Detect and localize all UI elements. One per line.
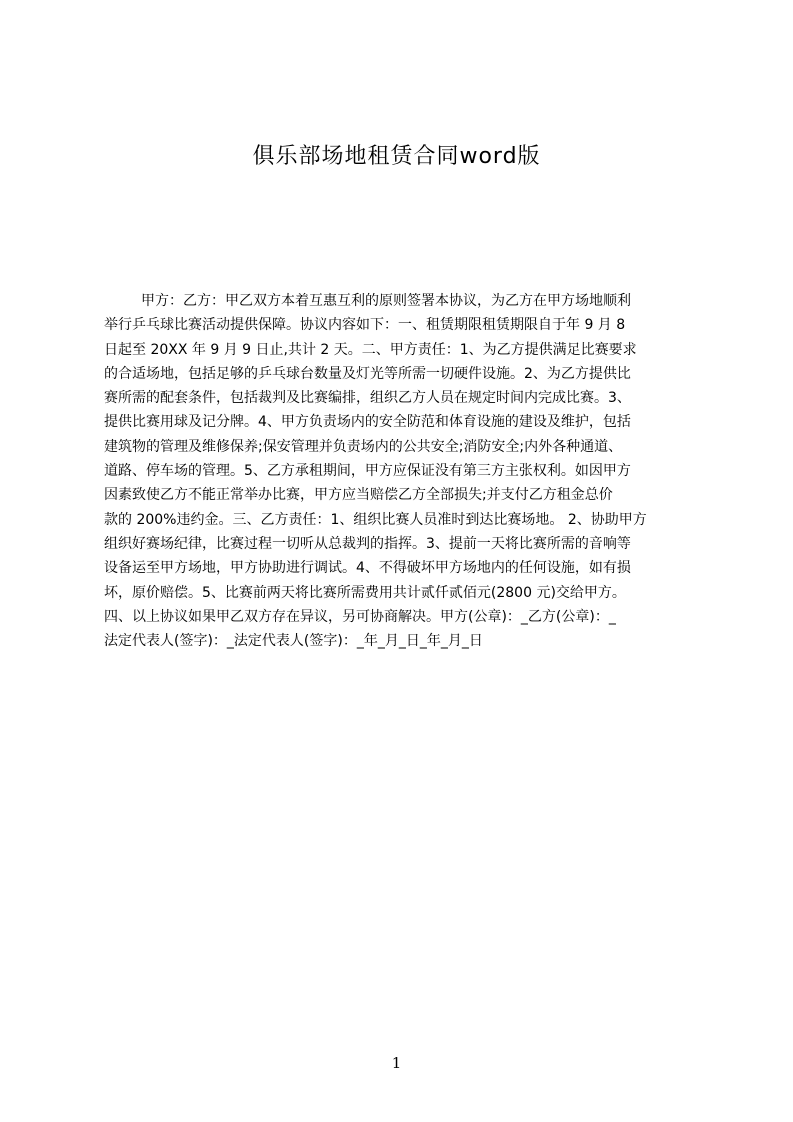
body-line: 因素致使乙方不能正常举办比赛，甲方应当赔偿乙方全部损失;并支付乙方租金总价	[104, 487, 613, 504]
body-line: 设备运至甲方场地，甲方协助进行调试。4、不得破坏甲方场地内的任何设施，如有损	[104, 560, 631, 577]
contract-body	[104, 289, 696, 653]
body-line: 举行乒乓球比赛活动提供保障。协议内容如下：一、租赁期限租赁期限自于年 9 月 8	[104, 317, 626, 334]
body-line: 的合适场地，包括足够的乒乓球台数量及灯光等所需一切硬件设施。2、为乙方提供比	[104, 365, 631, 382]
body-line: 四、以上协议如果甲乙双方存在异议，另可协商解决。甲方(公章)：_乙方(公章)：_	[104, 608, 616, 625]
body-line: 赛所需的配套条件，包括裁判及比赛编排，组织乙方人员在规定时间内完成比赛。3、	[104, 390, 631, 407]
body-line: 款的 200%违约金。三、乙方责任：1、组织比赛人员准时到达比赛场地。 2、协助甲方	[104, 511, 647, 528]
page-number: 1	[391, 1054, 402, 1072]
body-line: 甲方：乙方：甲乙双方本着互惠互利的原则签署本协议，为乙方在甲方场地顺利	[141, 293, 631, 309]
body-line: 日起至 20XX 年 9 月 9 日止,共计 2 天。二、甲方责任：1、为乙方提供满足比赛要求	[104, 341, 637, 358]
body-line: 组织好赛场纪律，比赛过程一切听从总裁判的指挥。3、提前一天将比赛所需的音响等	[104, 535, 631, 552]
body-line: 建筑物的管理及维修保养;保安管理并负责场内的公共安全;消防安全;内外各种通道、	[104, 438, 623, 455]
body-line: 法定代表人(签字)：_法定代表人(签字)：_年_月_日_年_月_日	[104, 633, 483, 650]
body-line: 道路、停车场的管理。5、乙方承租期间，甲方应保证没有第三方主张权利。如因甲方	[104, 463, 631, 480]
body-line: 坏，原价赔偿。5、比赛前两天将比赛所需费用共计贰仟贰佰元(2800 元)交给甲方。	[104, 584, 626, 601]
document-title: 俱乐部场地租赁合同word版	[252, 144, 541, 169]
body-line: 提供比赛用球及记分牌。4、甲方负责场内的安全防范和体育设施的建设及维护，包括	[104, 414, 631, 431]
